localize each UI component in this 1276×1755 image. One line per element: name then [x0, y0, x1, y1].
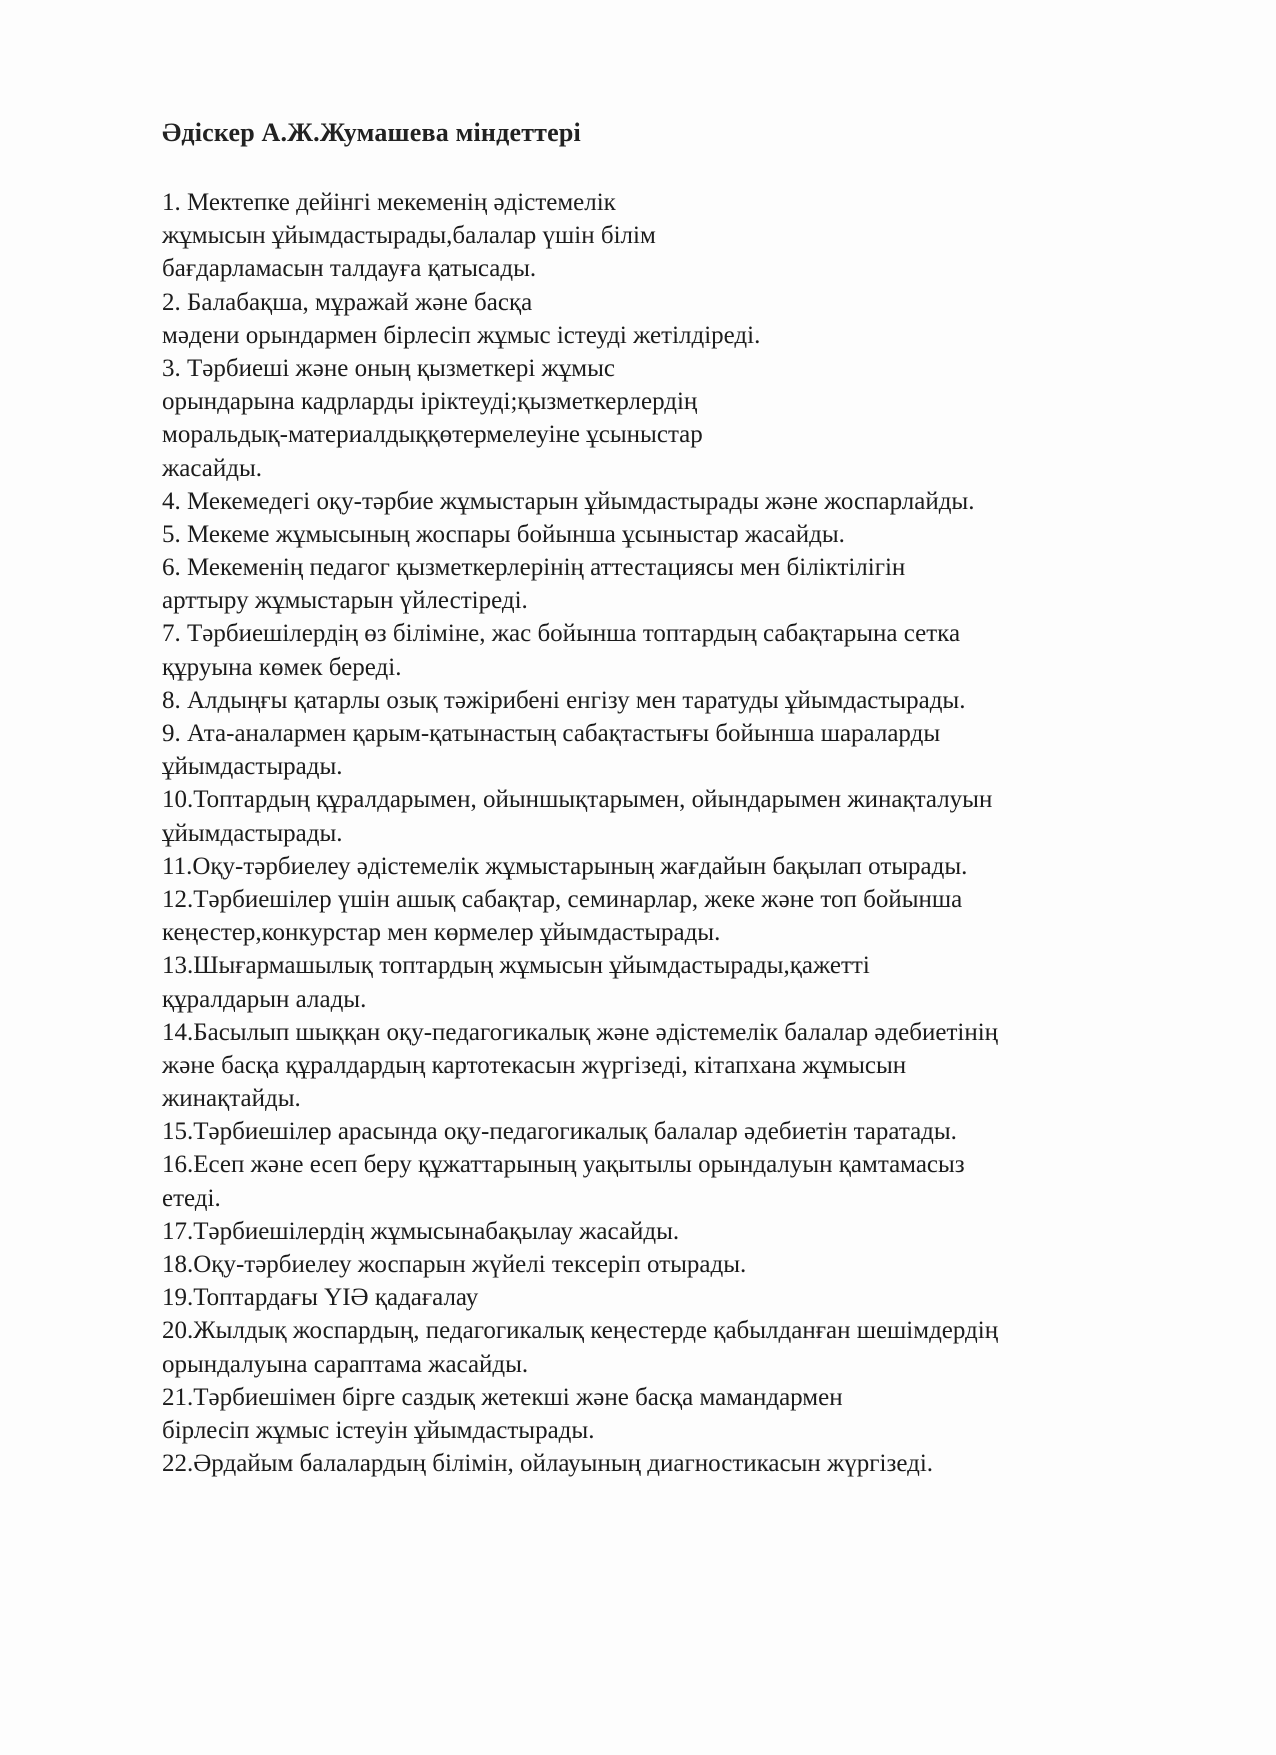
text-line: 11.Оқу-тәрбиелеу әдістемелік жұмыстарының жағдайын бақылап отырады.	[162, 852, 968, 880]
document-title: Әдіскер А.Ж.Жумашева міндеттері	[162, 118, 581, 147]
text-line: құралдарын алады.	[162, 985, 367, 1013]
text-line: 9. Ата-аналармен қарым-қатынастың сабақтастығы бойынша шараларды	[162, 720, 941, 747]
text-line: ұйымдастырады.	[162, 819, 343, 847]
text-line: 7. Тәрбиешілердің өз біліміне, жас бойынша топтардың сабақтарына сетка	[162, 620, 961, 648]
text-line: 19.Топтардағы ҮІӘ қадағалау	[162, 1284, 479, 1312]
text-line: 5. Мекеме жұмысының жоспары бойынша ұсыныстар жасайды.	[162, 520, 845, 548]
text-line: бірлесіп жұмыс істеуін ұйымдастырады.	[162, 1416, 595, 1444]
text-line: 22.Әрдайым балалардың білімін, ойлауының диагностикасын жүргізеді.	[162, 1450, 934, 1478]
text-line: 15.Тәрбиешілер арасында оқу-педагогикалық балалар әдебиетін таратады.	[162, 1118, 957, 1146]
text-line: ұйымдастырады.	[162, 753, 343, 781]
text-line: 20.Жылдық жоспардың, педагогикалық кеңестерде қабылданған шешімдердің	[162, 1317, 999, 1345]
text-line: 4. Мекемедегі оқу-тәрбие жұмыстарын ұйымдастырады және жоспарлайды.	[162, 487, 975, 515]
text-line: жинақтайды.	[162, 1085, 301, 1113]
text-line: 21.Тәрбиешімен бірге саздық жетекші және басқа мамандармен	[162, 1383, 843, 1411]
text-line: кеңестер,конкурстар мен көрмелер ұйымдастырады.	[162, 919, 721, 947]
text-line: бағдарламасын талдауға қатысады.	[162, 255, 537, 283]
text-line: жасайды.	[162, 454, 263, 482]
text-line: орындарына кадрларды іріктеуді;қызметкерлердің	[162, 388, 698, 416]
text-line: 12.Тәрбиешілер үшін ашық сабақтар, семинарлар, жеке және топ бойынша	[162, 885, 963, 913]
text-line: 14.Басылып шыққан оқу-педагогикалық және әдістемелік балалар әдебиетінің	[162, 1018, 999, 1046]
text-line: және басқа құралдардың картотекасын жүргізеді, кітапхана жұмысын	[162, 1051, 907, 1079]
text-line: 17.Тәрбиешілердің жұмысынабақылау жасайды.	[162, 1217, 680, 1245]
text-line: орындалуына сараптама жасайды.	[162, 1350, 529, 1378]
text-line: етеді.	[162, 1184, 221, 1212]
text-line: 8. Алдыңғы қатарлы озық тәжірибені енгізу мен таратуды ұйымдастырады.	[162, 686, 966, 714]
document-body	[162, 186, 1162, 1480]
text-line: 3. Тәрбиеші және оның қызметкері жұмыс	[162, 354, 616, 382]
text-line: құруына көмек береді.	[162, 653, 402, 681]
text-line: 13.Шығармашылық топтардың жұмысын ұйымдастырады,қажетті	[162, 952, 870, 980]
text-line: мәдени орындармен бірлесіп жұмыс істеуді жетілдіреді.	[162, 321, 761, 349]
text-line: 16.Есеп және есеп беру құжаттарының уақытылы орындалуын қамтамасыз	[162, 1151, 965, 1179]
text-line: жұмысын ұйымдастырады,балалар үшін білім	[162, 222, 656, 250]
text-line: 10.Топтардың құралдарымен, ойыншықтарымен, ойындарымен жинақталуын	[162, 786, 993, 814]
text-line: 2. Балабақша, мұражай және басқа	[162, 288, 533, 316]
text-line: 1. Мектепке дейінгі мекеменің әдістемелік	[162, 189, 616, 216]
text-line: 18.Оқу-тәрбиелеу жоспарын жүйелі тексеріп отырады.	[162, 1251, 747, 1278]
text-line: арттыру жұмыстарын үйлестіреді.	[162, 587, 528, 615]
text-line: 6. Мекеменің педагог қызметкерлерінің аттестациясы мен біліктілігін	[162, 554, 906, 582]
text-line: моральдық-материалдыққөтермелеуіне ұсыныстар	[162, 421, 703, 449]
